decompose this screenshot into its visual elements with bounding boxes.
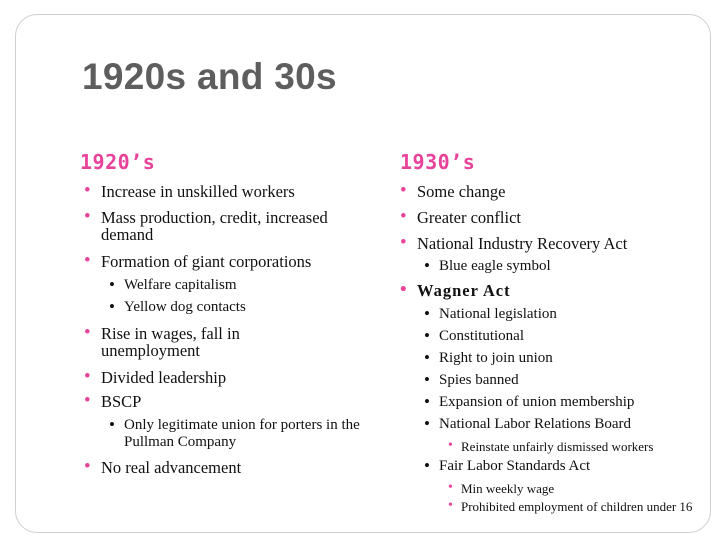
list-item: • Constitutional xyxy=(439,328,699,345)
list-item: • Yellow dog contacts xyxy=(124,299,364,316)
list-item: • Spies banned xyxy=(439,372,699,389)
list-item: • Prohibited employment of children under 16 xyxy=(461,498,706,515)
list-item: • Reinstate unfairly dismissed workers xyxy=(461,438,706,455)
list-item: • Welfare capitalism xyxy=(124,277,364,294)
list-item: • Blue eagle symbol xyxy=(439,258,699,275)
right-column-heading: 1930’s xyxy=(400,150,476,174)
list-item: • Divided leadership xyxy=(101,369,361,386)
left-column-heading: 1920’s xyxy=(80,150,156,174)
list-item: • Greater conflict xyxy=(417,209,697,226)
list-item: • Increase in unskilled workers xyxy=(101,183,361,200)
list-item: • Formation of giant corporations xyxy=(101,253,376,270)
list-item: • National legislation xyxy=(439,306,699,323)
list-item: • National Industry Recovery Act xyxy=(417,235,702,252)
list-item: • Only legitimate union for porters in the Pullman Company xyxy=(124,417,369,451)
list-item: • National Labor Relations Board xyxy=(439,416,699,433)
list-item: • BSCP xyxy=(101,393,361,410)
list-item: • Expansion of union membership xyxy=(439,394,699,411)
list-item: • Rise in wages, fall in unemployment xyxy=(101,325,271,359)
list-item: • Wagner Act xyxy=(417,282,697,299)
list-item: • No real advancement xyxy=(101,459,361,476)
list-item: • Some change xyxy=(417,183,697,200)
list-item: • Fair Labor Standards Act xyxy=(439,458,699,475)
list-item: • Mass production, credit, increased demand xyxy=(101,209,376,243)
list-item: • Right to join union xyxy=(439,350,699,367)
slide-title: 1920s and 30s xyxy=(82,56,337,97)
list-item: • Min weekly wage xyxy=(461,480,706,497)
